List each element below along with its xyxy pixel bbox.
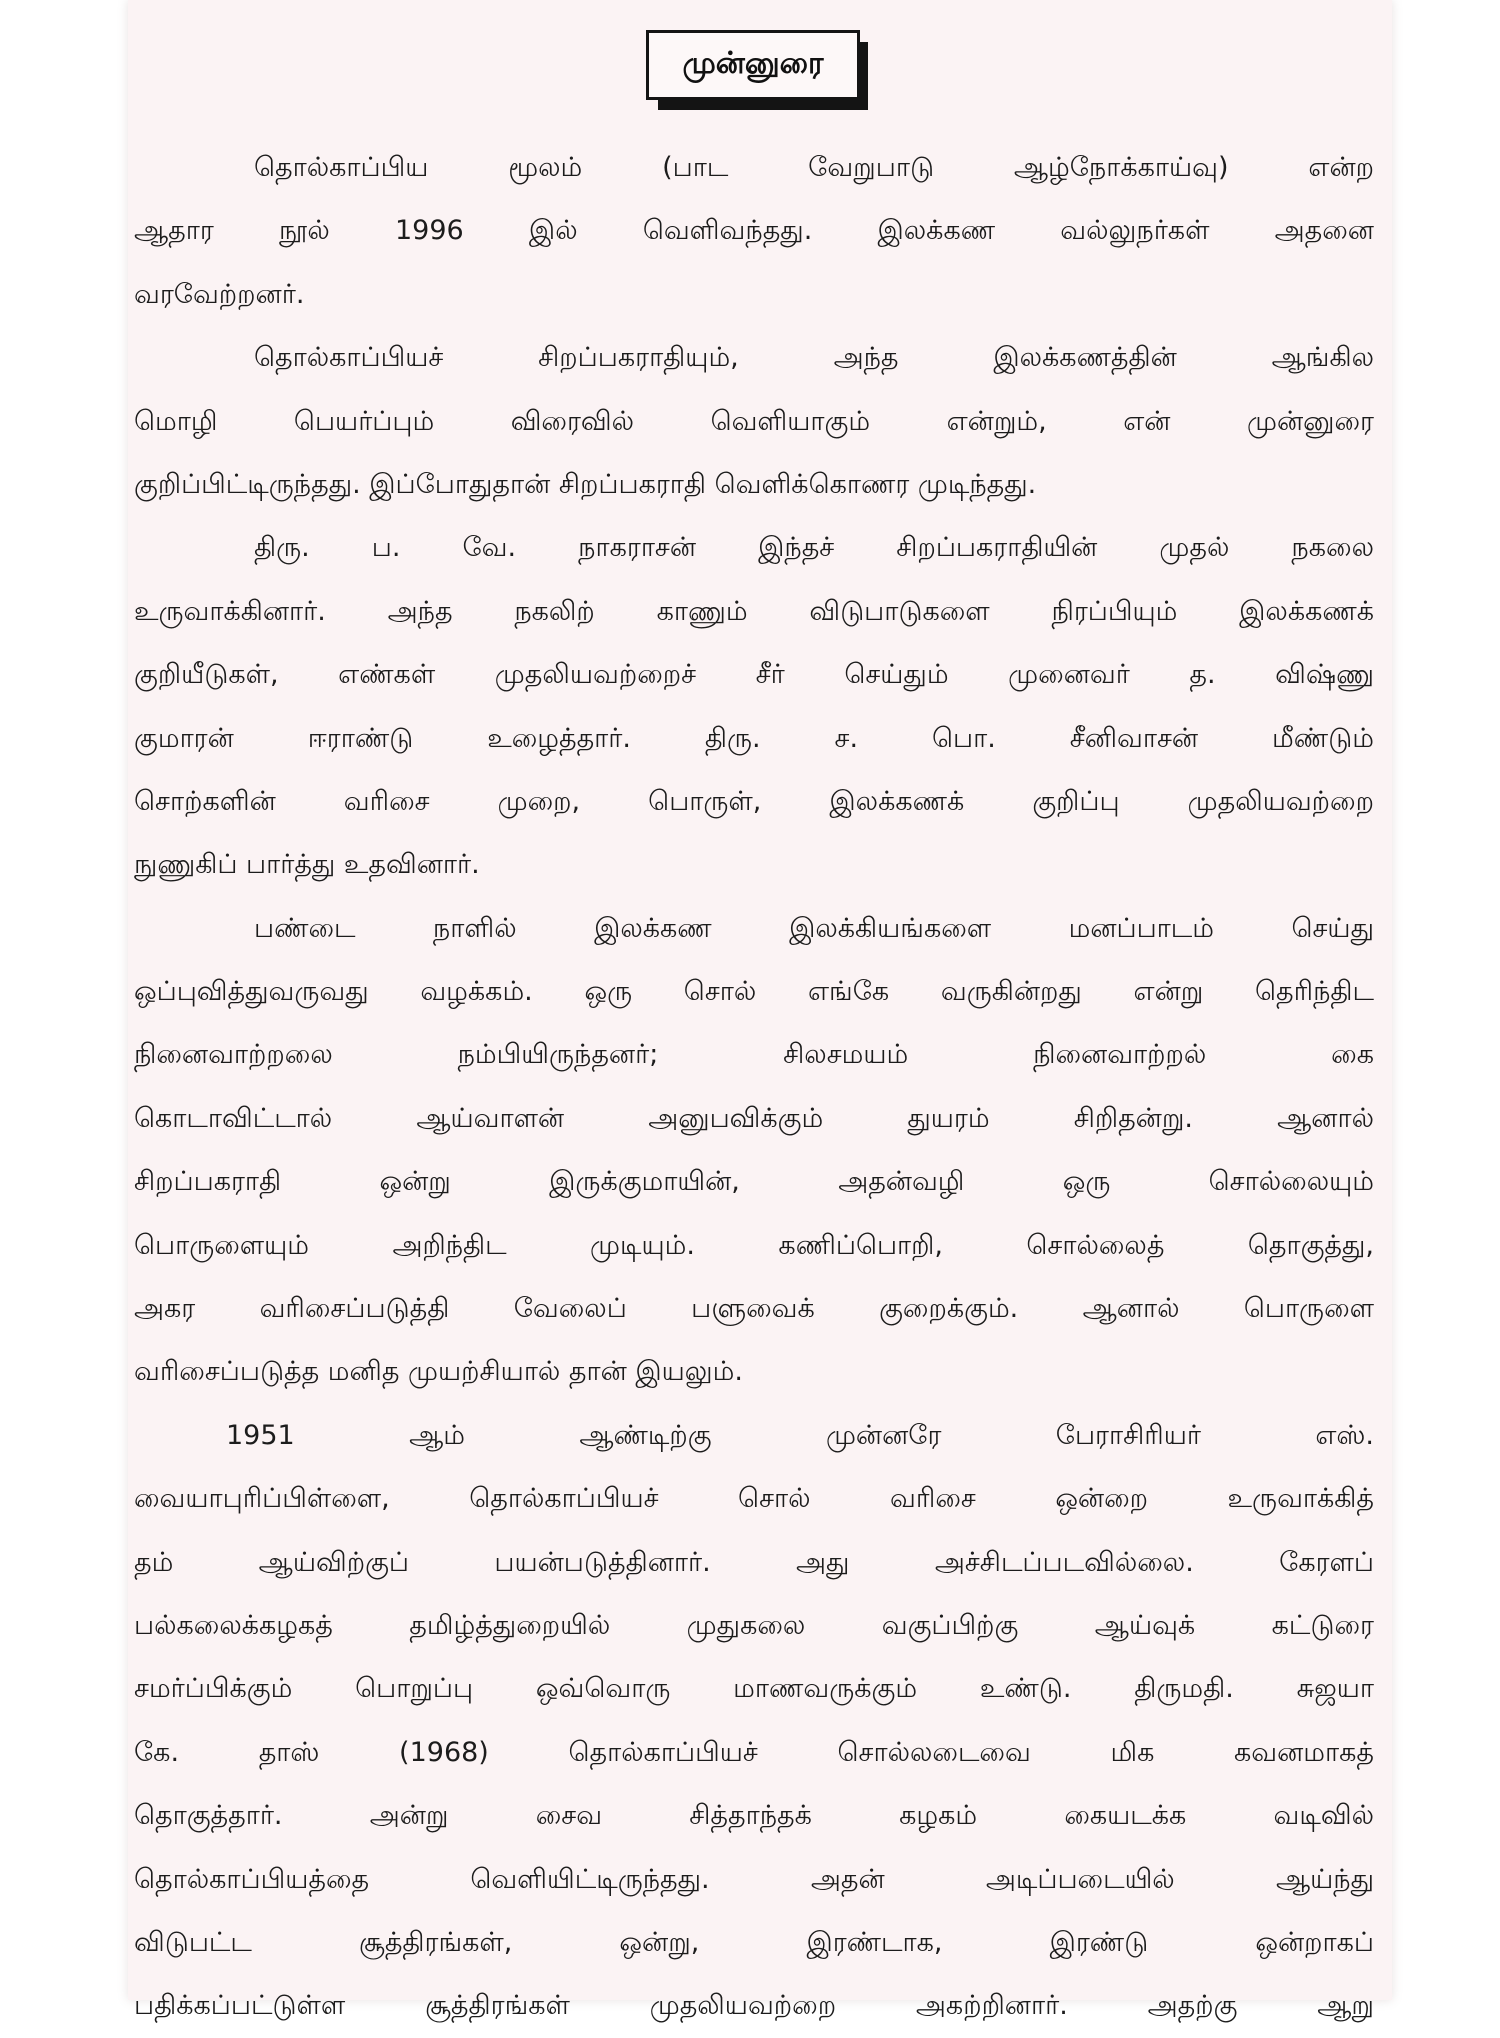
paragraph-1	[134, 136, 1374, 326]
text-line: தொகுத்தார். அன்று சைவ சித்தாந்தக் கழகம் கையடக்க வடிவில்	[134, 1800, 1374, 1832]
text-line: அகர வரிசைப்படுத்தி வேலைப் பளுவைக் குறைக்கும். ஆனால் பொருளை	[134, 1293, 1374, 1325]
text-line: சிறப்பகராதி ஒன்று இருக்குமாயின், அதன்வழி ஒரு சொல்லையும்	[134, 1166, 1374, 1198]
text-line: குறிப்பிட்டிருந்தது. இப்போதுதான் சிறப்பகராதி வெளிக்கொணர முடிந்தது.	[134, 468, 1037, 500]
text-line: கே. தாஸ் (1968) தொல்காப்பியச் சொல்லடைவை மிக கவனமாகத்	[134, 1736, 1374, 1768]
text-line: கொடாவிட்டால் ஆய்வாளன் அனுபவிக்கும் துயரம் சிறிதன்று. ஆனால்	[134, 1102, 1374, 1134]
text-line: தொல்காப்பியத்தை வெளியிட்டிருந்தது. அதன் அடிப்படையில் ஆய்ந்து	[134, 1863, 1374, 1895]
text-line: விடுபட்ட சூத்திரங்கள், ஒன்று, இரண்டாக, இரண்டு ஒன்றாகப்	[134, 1926, 1374, 1958]
text-line: பண்டை நாளில் இலக்கண இலக்கியங்களை மனப்பாடம் செய்து	[254, 912, 1374, 944]
text-line: நுணுகிப் பார்த்து உதவினார்.	[134, 849, 480, 881]
text-line: பதிக்கப்பட்டுள்ள சூத்திரங்கள் முதலியவற்றை அகற்றினார். அதற்கு ஆறு	[134, 1990, 1374, 2022]
paragraph-4	[134, 897, 1374, 1404]
text-line: உருவாக்கினார். அந்த நகலிற் காணும் விடுபாடுகளை நிரப்பியும் இலக்கணக்	[134, 595, 1374, 627]
text-line: வரவேற்றனர்.	[134, 278, 305, 310]
page-title: முன்னுரை	[646, 30, 860, 100]
text-line: தொல்காப்பிய மூலம் (பாட வேறுபாடு ஆழ்நோக்காய்வு) என்ற	[254, 152, 1374, 183]
text-line: நினைவாற்றலை நம்பியிருந்தனர்; சிலசமயம் நினைவாற்றல் கை	[134, 1039, 1374, 1071]
text-line: ஆதார நூல் 1996 இல் வெளிவந்தது. இலக்கண வல்லுநர்கள் அதனை	[134, 215, 1374, 247]
paragraph-5	[134, 1404, 1374, 2038]
text-line: ஒப்புவித்துவருவது வழக்கம். ஒரு சொல் எங்கே வருகின்றது என்று தெரிந்திட	[134, 976, 1374, 1008]
text-line: சொற்களின் வரிசை முறை, பொருள், இலக்கணக் குறிப்பு முதலியவற்றை	[134, 785, 1374, 817]
text-line: பொருளையும் அறிந்திட முடியும். கணிப்பொறி, சொல்லைத் தொகுத்து,	[134, 1229, 1374, 1261]
text-line: மொழி பெயர்ப்பும் விரைவில் வெளியாகும் என்றும், என் முன்னுரை	[134, 405, 1374, 437]
paragraph-2	[134, 326, 1374, 516]
body-text	[134, 136, 1374, 2038]
text-line: பல்கலைக்கழகத் தமிழ்த்துறையில் முதுகலை வகுப்பிற்கு ஆய்வுக் கட்டுரை	[134, 1609, 1374, 1641]
text-line: குமாரன் ஈராண்டு உழைத்தார். திரு. ச. பொ. சீனிவாசன் மீண்டும்	[134, 722, 1374, 754]
page-title-box	[646, 30, 870, 112]
text-line: திரு. ப. வே. நாகராசன் இந்தச் சிறப்பகராதியின் முதல் நகலை	[254, 532, 1374, 564]
text-line: சமர்ப்பிக்கும் பொறுப்பு ஒவ்வொரு மாணவருக்கும் உண்டு. திருமதி. சுஜயா	[134, 1673, 1374, 1705]
text-line: 1951 ஆம் ஆண்டிற்கு முன்னரே பேராசிரியர் எஸ்.	[226, 1419, 1374, 1451]
paragraph-3	[134, 516, 1374, 896]
text-line: வரிசைப்படுத்த மனித முயற்சியால் தான் இயலும்.	[134, 1356, 743, 1388]
document-page	[128, 0, 1392, 2022]
text-line: குறியீடுகள், எண்கள் முதலியவற்றைச் சீர் செய்தும் முனைவர் த. விஷ்ணு	[134, 659, 1374, 691]
text-line: தொல்காப்பியச் சிறப்பகராதியும், அந்த இலக்கணத்தின் ஆங்கில	[254, 342, 1374, 374]
text-line: தம் ஆய்விற்குப் பயன்படுத்தினார். அது அச்சிடப்படவில்லை. கேரளப்	[134, 1546, 1374, 1578]
text-line: வையாபுரிப்பிள்ளை, தொல்காப்பியச் சொல் வரிசை ஒன்றை உருவாக்கித்	[134, 1483, 1374, 1515]
